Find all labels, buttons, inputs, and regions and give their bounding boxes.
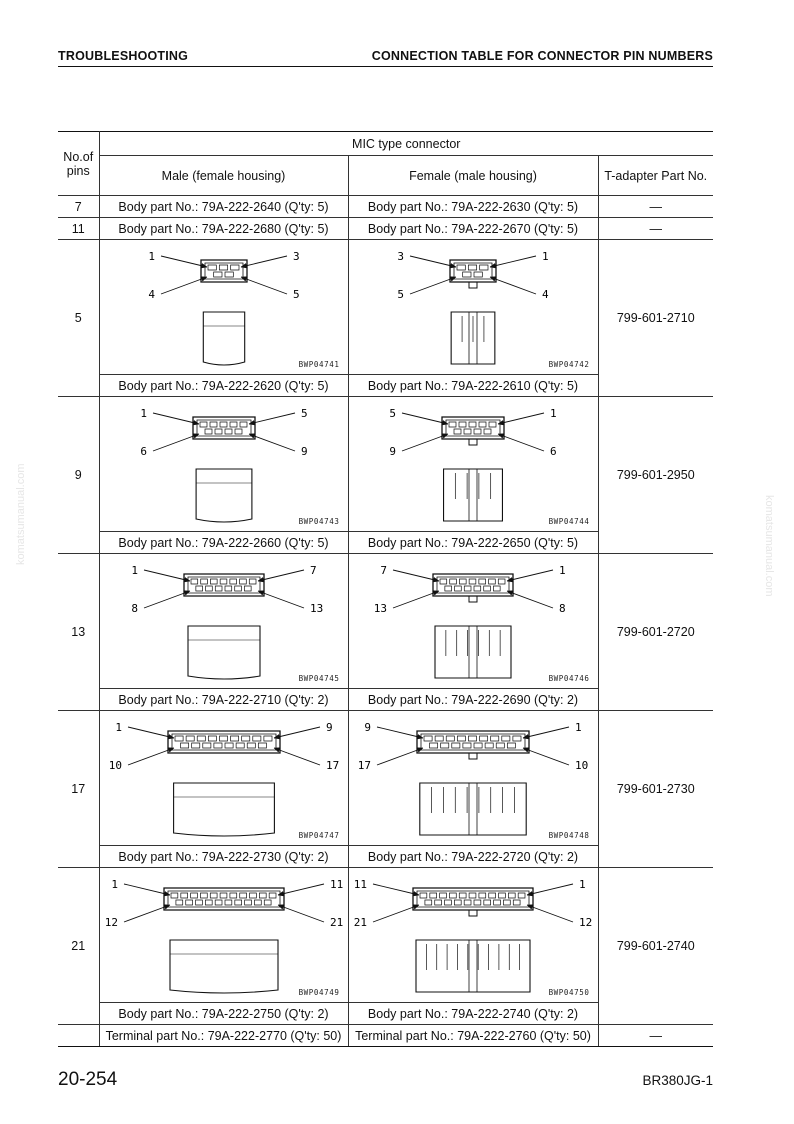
female-drawing-cell — [348, 554, 598, 689]
female-part-number: Body part No.: 79A-222-2670 (Q'ty: 5) — [348, 218, 598, 240]
pin-label: 9 — [388, 445, 396, 458]
page-title: CONNECTION TABLE FOR CONNECTOR PIN NUMBERS — [371, 49, 713, 63]
female-part-number: Body part No.: 79A-222-2720 (Q'ty: 2) — [348, 846, 598, 868]
col-header-pins: No.of pins — [58, 132, 99, 196]
col-header-female: Female (male housing) — [348, 156, 598, 196]
male-part-number: Body part No.: 79A-222-2640 (Q'ty: 5) — [99, 196, 348, 218]
male-connector-drawing — [100, 240, 348, 374]
figure-code: BWP04748 — [548, 831, 590, 840]
connector-illustration — [100, 554, 348, 688]
pin-count: 17 — [58, 711, 99, 868]
pin-label: 12 — [578, 916, 592, 929]
pin-label: 4 — [541, 288, 549, 301]
male-drawing-cell — [99, 711, 348, 846]
pin-label: 1 — [114, 721, 122, 734]
male-part-number: Body part No.: 79A-222-2730 (Q'ty: 2) — [99, 846, 348, 868]
tadapter-part-number: 799-601-2950 — [598, 397, 713, 554]
figure-code: BWP04747 — [298, 831, 340, 840]
tadapter-part-number: 799-601-2730 — [598, 711, 713, 868]
pin-label: 10 — [108, 759, 122, 772]
figure-code: BWP04750 — [548, 988, 590, 997]
male-part-number: Body part No.: 79A-222-2750 (Q'ty: 2) — [99, 1003, 348, 1025]
male-connector-drawing — [100, 868, 348, 1002]
connector-illustration — [100, 868, 348, 1002]
connector-illustration — [100, 397, 348, 531]
pin-label: 1 — [541, 250, 549, 263]
female-part-number: Body part No.: 79A-222-2610 (Q'ty: 5) — [348, 375, 598, 397]
pin-count: 9 — [58, 397, 99, 554]
female-part-number: Body part No.: 79A-222-2740 (Q'ty: 2) — [348, 1003, 598, 1025]
figure-code: BWP04743 — [298, 517, 340, 526]
group-header-mic: MIC type connector — [99, 132, 713, 156]
pin-label: 11 — [329, 878, 343, 891]
pin-label: 6 — [549, 445, 557, 458]
pin-label: 21 — [329, 916, 343, 929]
pin-label: 1 — [558, 564, 566, 577]
table-row — [58, 218, 713, 240]
section-title: TROUBLESHOOTING — [58, 49, 189, 63]
pin-count: 7 — [58, 196, 99, 218]
table-row — [58, 1025, 713, 1047]
male-part-number: Body part No.: 79A-222-2710 (Q'ty: 2) — [99, 689, 348, 711]
pin-label: 1 — [574, 721, 582, 734]
table-row — [58, 397, 713, 532]
pin-count: 13 — [58, 554, 99, 711]
pin-label: 5 — [388, 407, 396, 420]
tadapter-part-number: — — [598, 196, 713, 218]
male-drawing-cell — [99, 868, 348, 1003]
col-header-tadapter: T-adapter Part No. — [598, 156, 713, 196]
table-row — [58, 868, 713, 1003]
pin-label: 1 — [110, 878, 118, 891]
female-drawing-cell — [348, 868, 598, 1003]
pin-label: 17 — [325, 759, 339, 772]
connector-illustration — [349, 240, 597, 374]
female-connector-drawing — [349, 554, 598, 688]
pin-label: 1 — [139, 407, 147, 420]
pin-label: 5 — [292, 288, 300, 301]
figure-code: BWP04742 — [548, 360, 590, 369]
pin-label: 9 — [300, 445, 308, 458]
connector-illustration — [349, 397, 597, 531]
pin-label: 9 — [325, 721, 333, 734]
connector-table — [58, 131, 713, 1047]
table-row — [58, 711, 713, 846]
pin-label: 13 — [373, 602, 387, 615]
pin-label: 6 — [139, 445, 147, 458]
tadapter-part-number: — — [598, 1025, 713, 1047]
table-row — [58, 554, 713, 689]
pin-count: 5 — [58, 240, 99, 397]
pin-label: 4 — [147, 288, 155, 301]
col-header-male: Male (female housing) — [99, 156, 348, 196]
female-drawing-cell — [348, 711, 598, 846]
male-part-number: Body part No.: 79A-222-2620 (Q'ty: 5) — [99, 375, 348, 397]
female-part-number: Body part No.: 79A-222-2630 (Q'ty: 5) — [348, 196, 598, 218]
figure-code: BWP04746 — [548, 674, 590, 683]
female-drawing-cell — [348, 240, 598, 375]
female-part-number: Body part No.: 79A-222-2650 (Q'ty: 5) — [348, 532, 598, 554]
watermark-right: komatsumanual.com — [763, 495, 775, 597]
figure-code: BWP04741 — [298, 360, 340, 369]
pin-label: 8 — [130, 602, 138, 615]
pin-label: 9 — [363, 721, 371, 734]
pin-count: 11 — [58, 218, 99, 240]
connector-illustration — [349, 711, 597, 845]
tadapter-part-number: 799-601-2710 — [598, 240, 713, 397]
model-code: BR380JG-1 — [642, 1073, 713, 1088]
pin-label: 1 — [147, 250, 155, 263]
pin-label: 1 — [578, 878, 586, 891]
male-connector-drawing — [100, 397, 348, 531]
pin-label: 1 — [130, 564, 138, 577]
page-number: 20-254 — [58, 1069, 118, 1090]
male-terminal-part-number: Terminal part No.: 79A-222-2770 (Q'ty: 50) — [99, 1025, 348, 1047]
table-row — [58, 196, 713, 218]
connector-illustration — [349, 554, 597, 688]
pin-label: 8 — [558, 602, 566, 615]
pin-label: 5 — [396, 288, 404, 301]
male-part-number: Body part No.: 79A-222-2660 (Q'ty: 5) — [99, 532, 348, 554]
table-row — [58, 240, 713, 375]
female-part-number: Body part No.: 79A-222-2690 (Q'ty: 2) — [348, 689, 598, 711]
male-drawing-cell — [99, 554, 348, 689]
pin-label: 7 — [309, 564, 317, 577]
page-header — [58, 47, 713, 67]
male-part-number: Body part No.: 79A-222-2680 (Q'ty: 5) — [99, 218, 348, 240]
pin-label: 17 — [357, 759, 371, 772]
pin-label: 3 — [396, 250, 404, 263]
pin-label: 10 — [574, 759, 588, 772]
tadapter-part-number: — — [598, 218, 713, 240]
female-connector-drawing — [349, 397, 598, 531]
figure-code: BWP04744 — [548, 517, 590, 526]
male-drawing-cell — [99, 240, 348, 375]
figure-code: BWP04749 — [298, 988, 340, 997]
male-connector-drawing — [100, 711, 348, 845]
male-drawing-cell — [99, 397, 348, 532]
pin-count-empty — [58, 1025, 99, 1047]
connector-illustration — [100, 711, 348, 845]
pin-label: 1 — [549, 407, 557, 420]
pin-label: 5 — [300, 407, 308, 420]
pin-label: 7 — [379, 564, 387, 577]
figure-code: BWP04745 — [298, 674, 340, 683]
female-connector-drawing — [349, 240, 598, 374]
male-connector-drawing — [100, 554, 348, 688]
pin-label: 11 — [353, 878, 367, 891]
female-connector-drawing — [349, 711, 598, 845]
watermark-left: komatsumanual.com — [15, 463, 27, 565]
female-terminal-part-number: Terminal part No.: 79A-222-2760 (Q'ty: 50) — [348, 1025, 598, 1047]
pin-label: 21 — [353, 916, 367, 929]
tadapter-part-number: 799-601-2740 — [598, 868, 713, 1025]
female-connector-drawing — [349, 868, 598, 1002]
female-drawing-cell — [348, 397, 598, 532]
pin-count: 21 — [58, 868, 99, 1025]
pin-label: 3 — [292, 250, 300, 263]
connector-illustration — [349, 868, 597, 1002]
connector-illustration — [100, 240, 348, 374]
pin-label: 12 — [104, 916, 118, 929]
tadapter-part-number: 799-601-2720 — [598, 554, 713, 711]
pin-label: 13 — [309, 602, 323, 615]
